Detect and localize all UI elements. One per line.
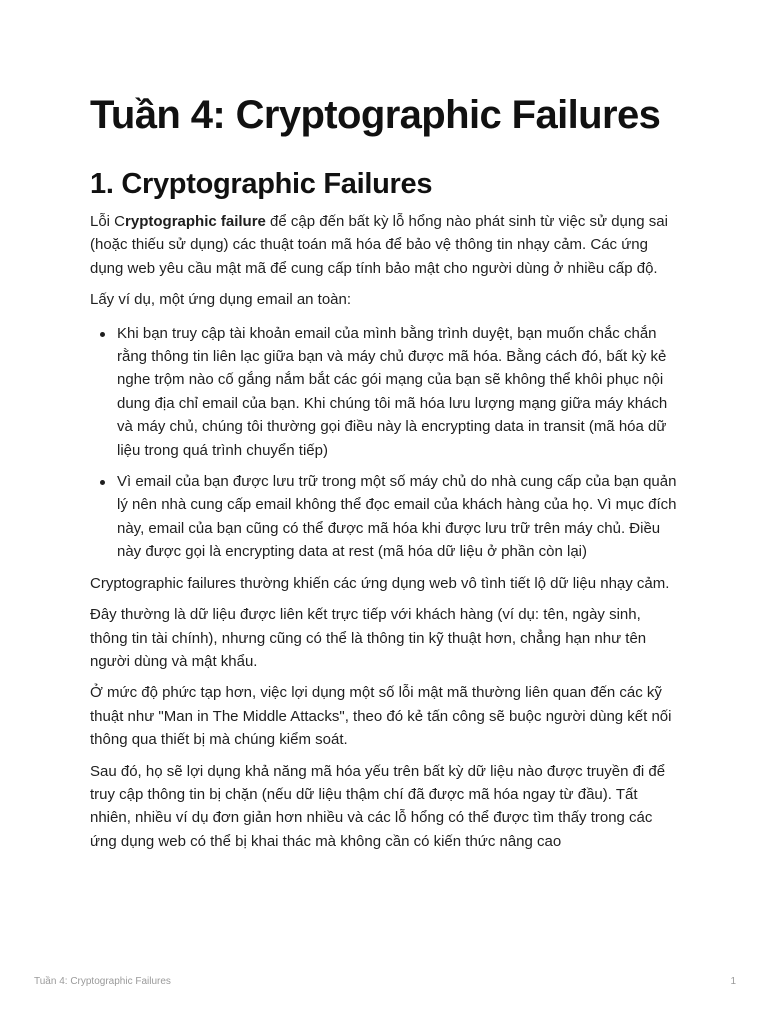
intro-paragraph — [90, 210, 682, 280]
bullet-list — [90, 322, 682, 564]
body-paragraph: Ở mức độ phức tạp hơn, việc lợi dụng một số lỗi mật mã thường liên quan đến các kỹ thuật như "Man in The Middle Attacks", theo đó kẻ tấn công sẽ buộc người dùng kết nối thông qua thiết bị mà chúng kiểm soát. — [90, 684, 672, 749]
bullet-dot-icon — [100, 480, 105, 485]
bullet-dot-icon — [100, 332, 105, 337]
intro-prefix: Lỗi C — [90, 213, 126, 230]
bullet-text: Khi bạn truy cập tài khoản email của mình bằng trình duyệt, bạn muốn chắc chắn rằng thông tin liên lạc giữa bạn và máy chủ được mã hóa. Bằng cách đó, bất kỳ kẻ nghe trộm nào cố gắng nắm bắt các gói mạng của bạn sẽ không thể khôi phục nội dung địa chỉ email của bạn. Khi chúng tôi mã hóa lưu lượng mạng giữa máy khách và máy chủ, chúng tôi thường gọi điều này là encrypting data in transit (mã hóa dữ liệu trong quá trình chuyển tiếp) — [117, 324, 668, 459]
bullet-text: Vì email của bạn được lưu trữ trong một số máy chủ do nhà cung cấp của bạn quản lý nên nhà cung cấp email không thể đọc email của khách hàng của họ. Vì mục đích này, email của bạn cũng có thể được mã hóa khi được lưu trữ trên máy chủ. Điều này được gọi là encrypting data at rest (mã hóa dữ liệu ở phần còn lại) — [117, 473, 677, 561]
intro-rest: để cập đến bất kỳ lỗ hổng nào phát sinh từ việc sử dụng sai (hoặc thiếu sử dụng) các thuật toán mã hóa để bảo vệ thông tin nhạy cảm. Các ứng dụng web yêu cầu mật mã để cung cấp tính bảo mật cho người dùng ở nhiều cấp độ. — [90, 213, 668, 277]
bullet-item — [117, 470, 682, 564]
footer-title: Tuần 4: Cryptographic Failures — [34, 976, 171, 987]
section-heading: 1. Cryptographic Failures — [90, 168, 433, 200]
body-paragraph: Đây thường là dữ liệu được liên kết trực tiếp với khách hàng (ví dụ: tên, ngày sinh, thông tin tài chính), nhưng cũng có thể là thông tin kỹ thuật hơn, chẳng hạn như tên người dùng và mật khẩu. — [90, 606, 647, 670]
intro-bold-term: ryptographic failure — [125, 213, 266, 230]
example-lead-paragraph: Lấy ví dụ, một ứng dụng email an toàn: — [90, 291, 352, 309]
bullet-item — [117, 322, 682, 462]
document-title: Tuần 4: Cryptographic Failures — [90, 93, 661, 137]
footer-page-number: 1 — [730, 976, 736, 987]
body-paragraph: Cryptographic failures thường khiến các ứng dụng web vô tình tiết lộ dữ liệu nhạy cảm. — [90, 574, 670, 592]
body-paragraph: Sau đó, họ sẽ lợi dụng khả năng mã hóa yếu trên bất kỳ dữ liệu nào được truyền đi để truy cập thông tin bị chặn (nếu dữ liệu thậm chí đã được mã hóa ngay từ đầu). Tất nhiên, nhiều ví dụ đơn giản hơn nhiều và các lỗ hổng có thể được tìm thấy trong các ứng dụng web có thể bị khai thác mà không cần có kiến thức nâng cao — [90, 762, 666, 850]
document-page — [90, 88, 682, 853]
